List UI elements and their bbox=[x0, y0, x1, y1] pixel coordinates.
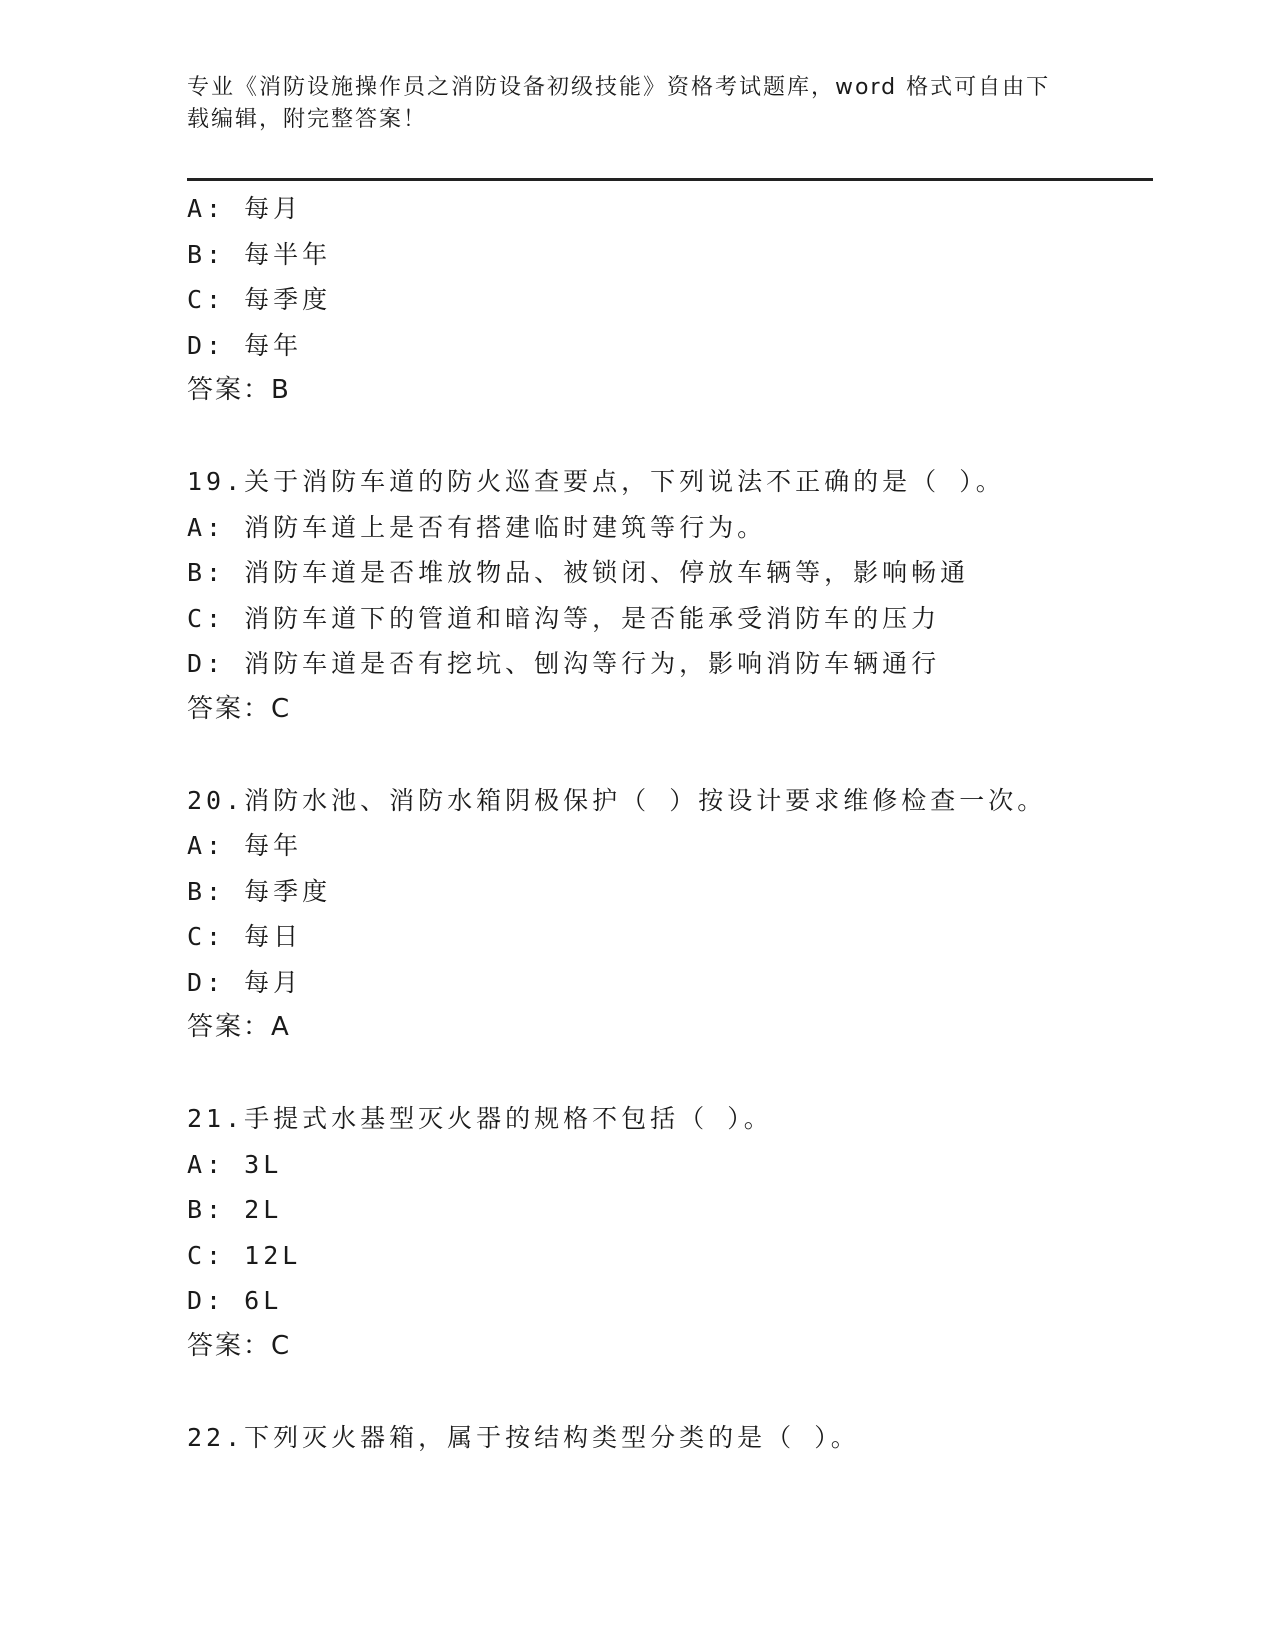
answer-value: A bbox=[271, 1012, 291, 1042]
question-list bbox=[187, 186, 1153, 1460]
option-b: B: 每季度 bbox=[187, 876, 332, 906]
option-a: A: 消防车道上是否有搭建临时建筑等行为。 bbox=[187, 512, 767, 542]
question-18 bbox=[187, 186, 1153, 414]
option-d: D: 消防车道是否有挖坑、刨沟等行为，影响消防车辆通行 bbox=[187, 649, 941, 678]
answer-prefix: 答案： bbox=[187, 693, 272, 724]
question-text: 20.消防水池、消防水箱阴极保护（ ）按设计要求维修检查一次。 bbox=[187, 785, 1047, 815]
answer-value: B bbox=[271, 375, 291, 405]
option-c: C: 每日 bbox=[187, 922, 303, 951]
document-header bbox=[187, 72, 1067, 136]
answer-value: C bbox=[271, 1330, 292, 1361]
question-19 bbox=[187, 459, 1153, 732]
answer-line bbox=[187, 687, 1153, 733]
option-c: C: 12L bbox=[187, 1240, 302, 1270]
answer-prefix: 答案： bbox=[187, 375, 272, 405]
question-text: 22.下列灭火器箱，属于按结构类型分类的是（ ）。 bbox=[187, 1422, 860, 1452]
header-divider bbox=[187, 178, 1153, 181]
option-a: A: 3L bbox=[187, 1149, 283, 1179]
option-b: B: 2L bbox=[187, 1195, 283, 1224]
answer-prefix: 答案： bbox=[187, 1012, 272, 1042]
answer-value: C bbox=[271, 693, 292, 724]
option-d: D: 每月 bbox=[187, 967, 303, 997]
answer-prefix: 答案： bbox=[187, 1330, 272, 1361]
option-b: B: 每半年 bbox=[187, 239, 332, 269]
header-line-1: 专业《消防设施操作员之消防设备初级技能》资格考试题库，word 格式可自由下 bbox=[187, 75, 1051, 100]
option-a: A: 每月 bbox=[187, 194, 303, 223]
header-line-2: 载编辑，附完整答案！ bbox=[187, 107, 428, 132]
answer-line bbox=[187, 368, 1153, 414]
question-21 bbox=[187, 1096, 1153, 1369]
answer-line bbox=[187, 1324, 1153, 1370]
option-c: C: 每季度 bbox=[187, 285, 332, 314]
question-22 bbox=[187, 1415, 1153, 1461]
option-d: D: 每年 bbox=[187, 330, 303, 360]
question-text: 21.手提式水基型灭火器的规格不包括（ ）。 bbox=[187, 1104, 773, 1133]
option-a: A: 每年 bbox=[187, 831, 303, 860]
answer-line bbox=[187, 1005, 1153, 1051]
question-20 bbox=[187, 778, 1153, 1051]
question-text: 19.关于消防车道的防火巡查要点，下列说法不正确的是（ ）。 bbox=[187, 467, 1005, 496]
option-c: C: 消防车道下的管道和暗沟等，是否能承受消防车的压力 bbox=[187, 603, 941, 633]
option-d: D: 6L bbox=[187, 1286, 283, 1315]
option-b: B: 消防车道是否堆放物品、被锁闭、停放车辆等，影响畅通 bbox=[187, 558, 970, 587]
